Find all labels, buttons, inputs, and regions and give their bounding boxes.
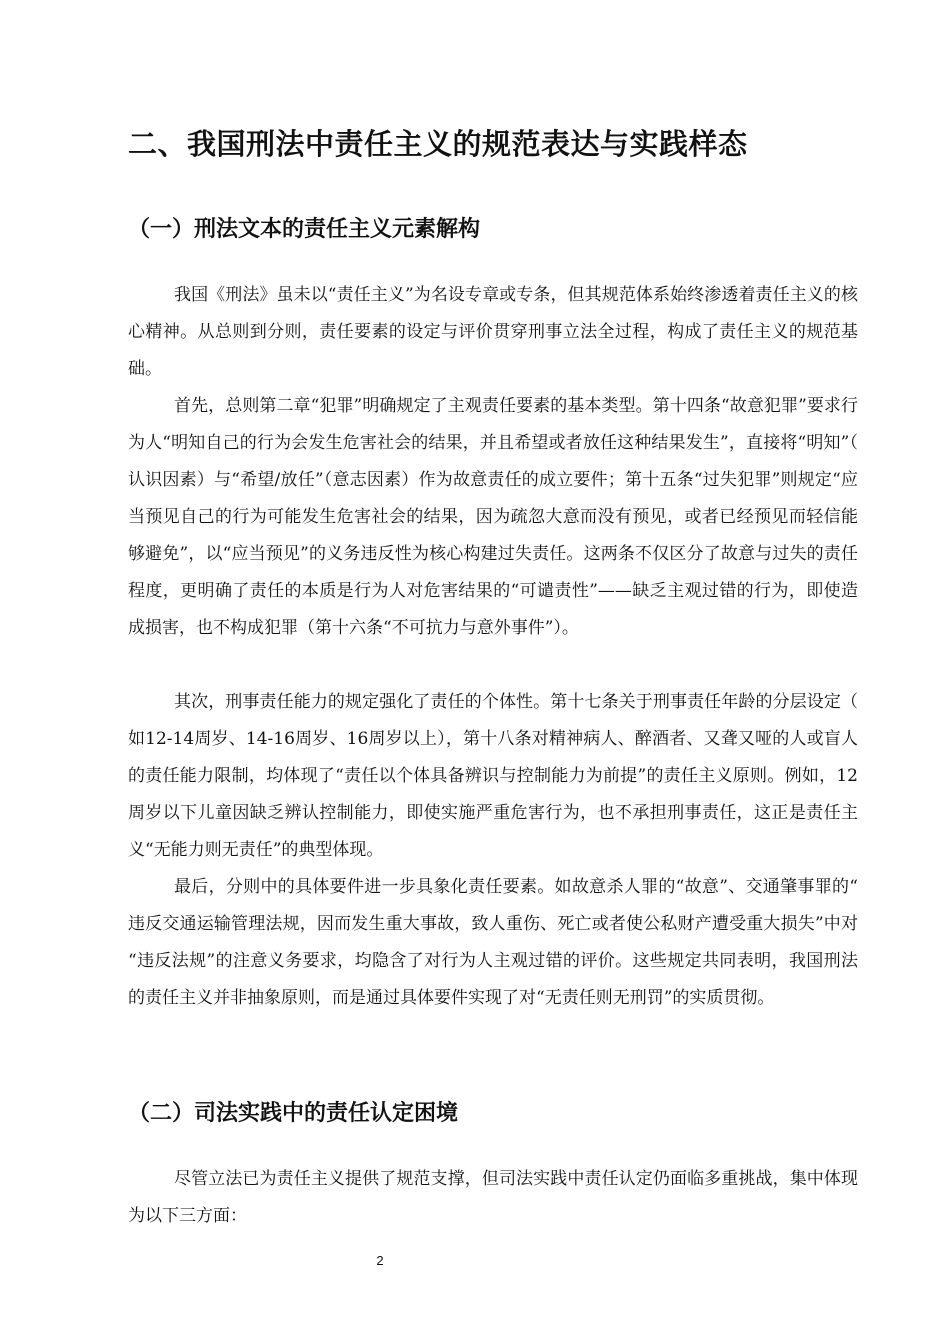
section-heading-1: （一）刑法文本的责任主义元素解构 xyxy=(128,217,481,242)
body-paragraph-1: 我国《刑法》虽未以“责任主义”为名设专章或专条，但其规范体系始终渗透着责任主义的核心精神。从总则到分则，责任要素的设定与评价贯穿刑事立法全过程，构成了责任主义的规范基础。 xyxy=(128,285,858,379)
chapter-heading: 二、我国刑法中责任主义的规范表达与实践样态 xyxy=(128,127,748,161)
body-paragraph-2: 首先，总则第二章“犯罪”明确规定了主观责任要素的基本类型。第十四条“故意犯罪”要求行为人“明知自己的行为会发生危害社会的结果，并且希望或者放任这种结果发生”，直接将“明知”（认识因素）与“希望/放任”（意志因素）作为故意责任的成立要件；第十五条“过失犯罪”则规定“应当预见自己的行为可能发生危害社会的结果，因为疏忽大意而没有预见，或者已经预见而轻信能够避免”，以“应当预见”的义务违反性为核心构建过失责任。这两条不仅区分了故意与过失的责任程度，更明确了责任的本质是行为人对危害结果的“可谴责性”——缺乏主观过错的行为，即使造成损害，也不构成犯罪（第十六条“不可抗力与意外事件”）。 xyxy=(128,396,858,638)
body-paragraph-3: 其次，刑事责任能力的规定强化了责任的个体性。第十七条关于刑事责任年龄的分层设定（如12-14周岁、14-16周岁、16周岁以上），第十八条对精神病人、醉酒者、又聋又哑的人或盲人的责任能力限制，均体现了“责任以个体具备辨识与控制能力为前提”的责任主义原则。例如，12周岁以下儿童因缺乏辨认控制能力，即使实施严重危害行为，也不承担刑事责任，这正是责任主义“无能力则无责任”的典型体现。 xyxy=(128,692,858,860)
page-number: 2 xyxy=(376,1253,384,1268)
body-paragraph-5: 尽管立法已为责任主义提供了规范支撑，但司法实践中责任认定仍面临多重挑战，集中体现为以下三方面： xyxy=(128,1169,858,1226)
body-paragraph-4: 最后，分则中的具体要件进一步具象化责任要素。如故意杀人罪的“故意”、交通肇事罪的“违反交通运输管理法规，因而发生重大事故，致人重伤、死亡或者使公私财产遭受重大损失”中对“违反法规”的注意义务要求，均隐含了对行为人主观过错的评价。这些规定共同表明，我国刑法的责任主义并非抽象原则，而是通过具体要件实现了对“无责任则无刑罚”的实质贯彻。 xyxy=(128,877,858,1008)
section-heading-2: （二）司法实践中的责任认定困境 xyxy=(128,1101,459,1126)
